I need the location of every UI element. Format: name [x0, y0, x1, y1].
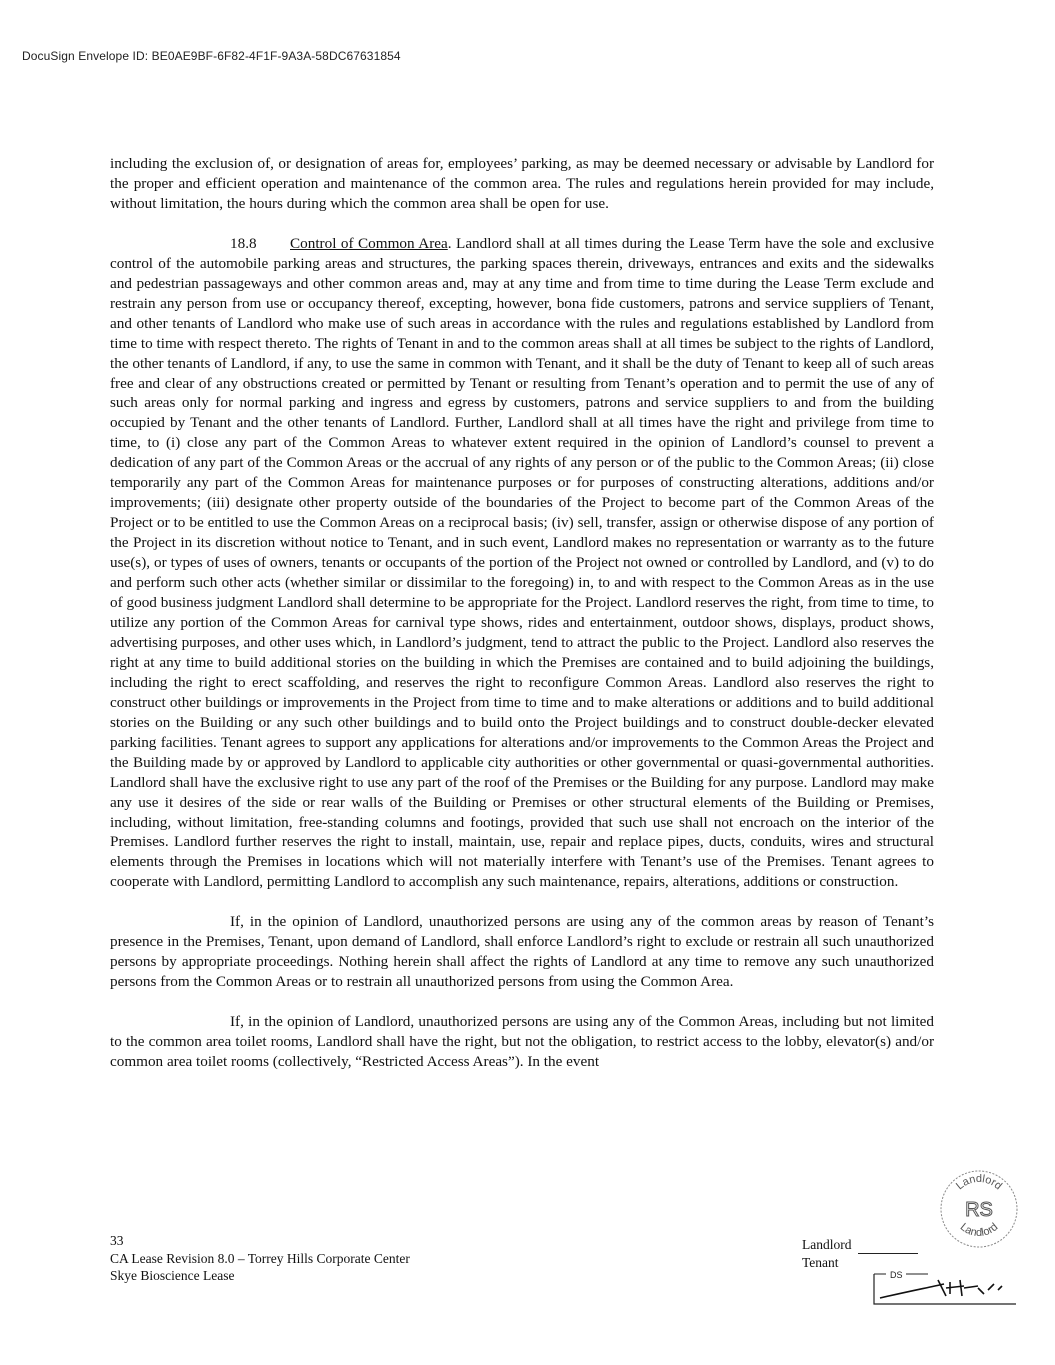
lease-body [110, 154, 934, 1092]
landlord-initial-seal [938, 1168, 1020, 1250]
section-body: . Landlord shall at all times during the Lease Term have the sole and exclusive control of the automobile parking areas and structures, the parking spaces therein, driveways, entrances and exits and the sidewalks and pedestrian passageways and other common areas and, may at any time and from time to time during the Lease Term exclude and restrain any person from use or occupancy thereof, excepting, however, bona fide customers, patrons and service suppliers of Tenant, and other tenants of Landlord who make use of such areas in accordance with the rules and regulations established by Landlord from time to time with respect thereto. The rights of Tenant in and to the common areas shall at all times be subject to the rights of Landlord, the other tenants of Landlord, if any, to use the same in common with Tenant, and it shall be the duty of Tenant to keep all of such areas free and clear of any obstructions created or permitted by Tenant or resulting from Tenant’s operation and to permit the use of any of such areas only for normal parking and ingress and egress by customers, patrons and service suppliers to and from the building occupied by Tenant and the other tenants of Landlord. Further, Landlord shall at all times have the right and privilege from time to time, to (i) close any part of the Common Areas to whatever extent required in the opinion of Landlord’s counsel to prevent a dedication of any part of the Common Areas or the accrual of any rights of any person or of the public to the Common Areas; (ii) close temporarily any part of the Common Areas for maintenance purposes or for purposes of constructing alterations, additions and/or improvements; (iii) designate other property outside of the boundaries of the Project to become part of the Common Areas of the Project or to be entitled to use the Common Areas on a reciprocal basis; (iv) sell, transfer, assign or otherwise dispose of any portion of the Project in its discretion without notice to Tenant, and in such event, Landlord makes no representation or warranty as to the future use(s), or types of uses of owners, tenants or occupants of the portion of the Project not owned or controlled by Landlord, and (v) to do and perform such other acts (whether similar or dissimilar to the foregoing) in, to and with respect to the Common Areas as in the use of good business judgment Landlord shall determine to be appropriate for the Project. Landlord reserves the right, from time to time, to utilize any portion of the Common Areas for carnival type shows, rides and entertainment, outdoor shows, displays, product shows, advertising purposes, and other uses which, in Landlord’s judgment, tend to attract the public to the Project. Landlord also reserves the right at any time to build additional stories on the building in which the Premises are contained and to build adjoining the buildings, including the right to erect scaffolding, and reserves the right to reconfigure Common Areas. Landlord also reserves the right to construct other buildings or improvements in the Project from time to time and to make alterations or additions and to build additional stories on the Building or any such other buildings and to build onto the Project buildings and to construct double-decker elevated parking facilities. Tenant agrees to support any applications for alterations and/or improvements to the Common Areas the Project and the Building made by or approved by Landlord to applicable city authorities or other governmental or quasi-governmental authorities. Landlord shall have the exclusive right to use any part of the roof of the Premises or the Building for any purpose. Landlord may make any use it desires of the side or rear walls of the Building or Premises or other structural elements of the Building or Premises, including, without limitation, free-standing columns and footings, provided that such use shall not encroach on the interior of the Premises. Landlord further reserves the right to install, maintain, use, repair and replace pipes, ducts, conduits, wires and structural elements through the Premises in locations which will not materially interfere with Tenant’s use of the Premises. Tenant agrees to cooperate with Landlord, permitting Landlord to accomplish any such maintenance, repairs, alterations, additions or construction. [110, 234, 934, 891]
tenant-signature-box[interactable] [866, 1258, 1026, 1308]
section-heading: Control of Common Area [290, 234, 448, 252]
page-number: 33 [110, 1233, 124, 1248]
ds-tag: DS [890, 1270, 903, 1280]
page-footer [110, 1232, 410, 1285]
envelope-id: DocuSign Envelope ID: BE0AE9BF-6F82-4F1F-9A3A-58DC67631854 [22, 49, 401, 63]
seal-top-text: Landlord [953, 1173, 1005, 1193]
lease-revision: CA Lease Revision 8.0 – Torrey Hills Corporate Center [110, 1250, 410, 1266]
paragraph-restricted-access [110, 1012, 934, 1072]
paragraph-unauthorized-persons-text: If, in the opinion of Landlord, unauthorized persons are using any of the common areas by reason of Tenant’s presence in the Premises, Tenant, upon demand of Landlord, shall enforce Landlord’s right to exclude or restrain all such unauthorized persons by appropriate proceedings. Nothing herein shall affect the rights of Landlord at any time to remove any such unauthorized persons from the Common Areas or to restrain all unauthorized persons from using the Common Area. [110, 913, 934, 991]
seal-bottom-text: Landlord [957, 1221, 1001, 1239]
paragraph-control-common-area [110, 234, 934, 892]
paragraph-rules-regulations: including the exclusion of, or designation of areas for, employees’ parking, as may be deemed necessary or advisable by Landlord for the proper and efficient operation and maintenance of the common area. The rules and regulations herein provided for may include, without limitation, the hours during which the common area shall be open for use. [110, 155, 934, 212]
landlord-initial-row [802, 1236, 918, 1254]
lease-name: Skye Bioscience Lease [110, 1268, 235, 1283]
landlord-initial-line[interactable] [858, 1239, 918, 1254]
seal-initials: RS [965, 1199, 993, 1221]
tenant-signature [880, 1280, 1002, 1298]
paragraph-restricted-access-text: If, in the opinion of Landlord, unauthorized persons are using any of the Common Areas, including but not limited to the common area toilet rooms, Landlord shall have the right, but not the obligation, to restrict access to the lobby, elevator(s) and/or common area toilet rooms (collectively, “Restricted Access Areas”). In the event [110, 1013, 934, 1071]
landlord-label: Landlord [802, 1237, 852, 1252]
section-number: 18.8 [230, 234, 257, 252]
paragraph-unauthorized-persons [110, 912, 934, 992]
tenant-label: Tenant [802, 1254, 839, 1270]
